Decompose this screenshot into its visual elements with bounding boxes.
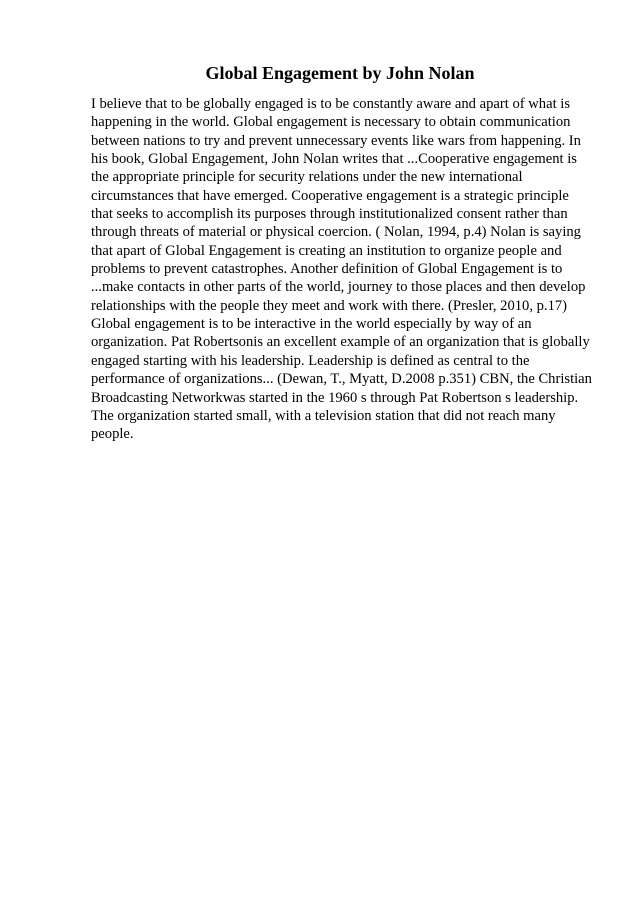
body-line: circumstances that have emerged. Cooperative engagement is a strategic principle [91, 187, 569, 204]
body-line: I believe that to be globally engaged is to be constantly aware and apart of what is [91, 96, 570, 112]
body-line: relationships with the people they meet and work with there. (Presler, 2010, p.17) [91, 297, 568, 314]
body-line: his book, Global Engagement, John Nolan writes that ...Cooperative engagement is [91, 151, 577, 168]
body-line: Global engagement is to be interactive in the world especially by way of an [91, 316, 532, 333]
body-line: the appropriate principle for security relations under the new international [91, 169, 523, 186]
body-line: between nations to try and prevent unnecessary events like wars from happening. In [91, 132, 581, 149]
body-line: that apart of Global Engagement is creating an institution to organize people and [91, 242, 562, 259]
body-line: through threats of material or physical coercion. ( Nolan, 1994, p.4) Nolan is saying [91, 224, 581, 241]
body-line: problems to prevent catastrophes. Another definition of Global Engagement is to [91, 261, 563, 278]
body-line: engaged starting with his leadership. Leadership is defined as central to the [91, 352, 530, 369]
body-line: people. [91, 426, 134, 443]
body-line: ...make contacts in other parts of the world, journey to those places and then develop [91, 279, 586, 296]
document-body [91, 95, 601, 444]
document-title: Global Engagement by John Nolan [205, 63, 475, 83]
body-line: The organization started small, with a television station that did not reach many [91, 407, 556, 424]
body-line: organization. Pat Robertsonis an excellent example of an organization that is globally [91, 334, 590, 351]
body-line: that seeks to accomplish its purposes through institutionalized consent rather than [91, 206, 568, 223]
body-line: happening in the world. Global engagement is necessary to obtain communication [91, 114, 571, 131]
body-line: Broadcasting Networkwas started in the 1960 s through Pat Robertson s leadership. [91, 389, 579, 406]
body-line: performance of organizations... (Dewan, T., Myatt, D.2008 p.351) CBN, the Christian [91, 371, 592, 388]
